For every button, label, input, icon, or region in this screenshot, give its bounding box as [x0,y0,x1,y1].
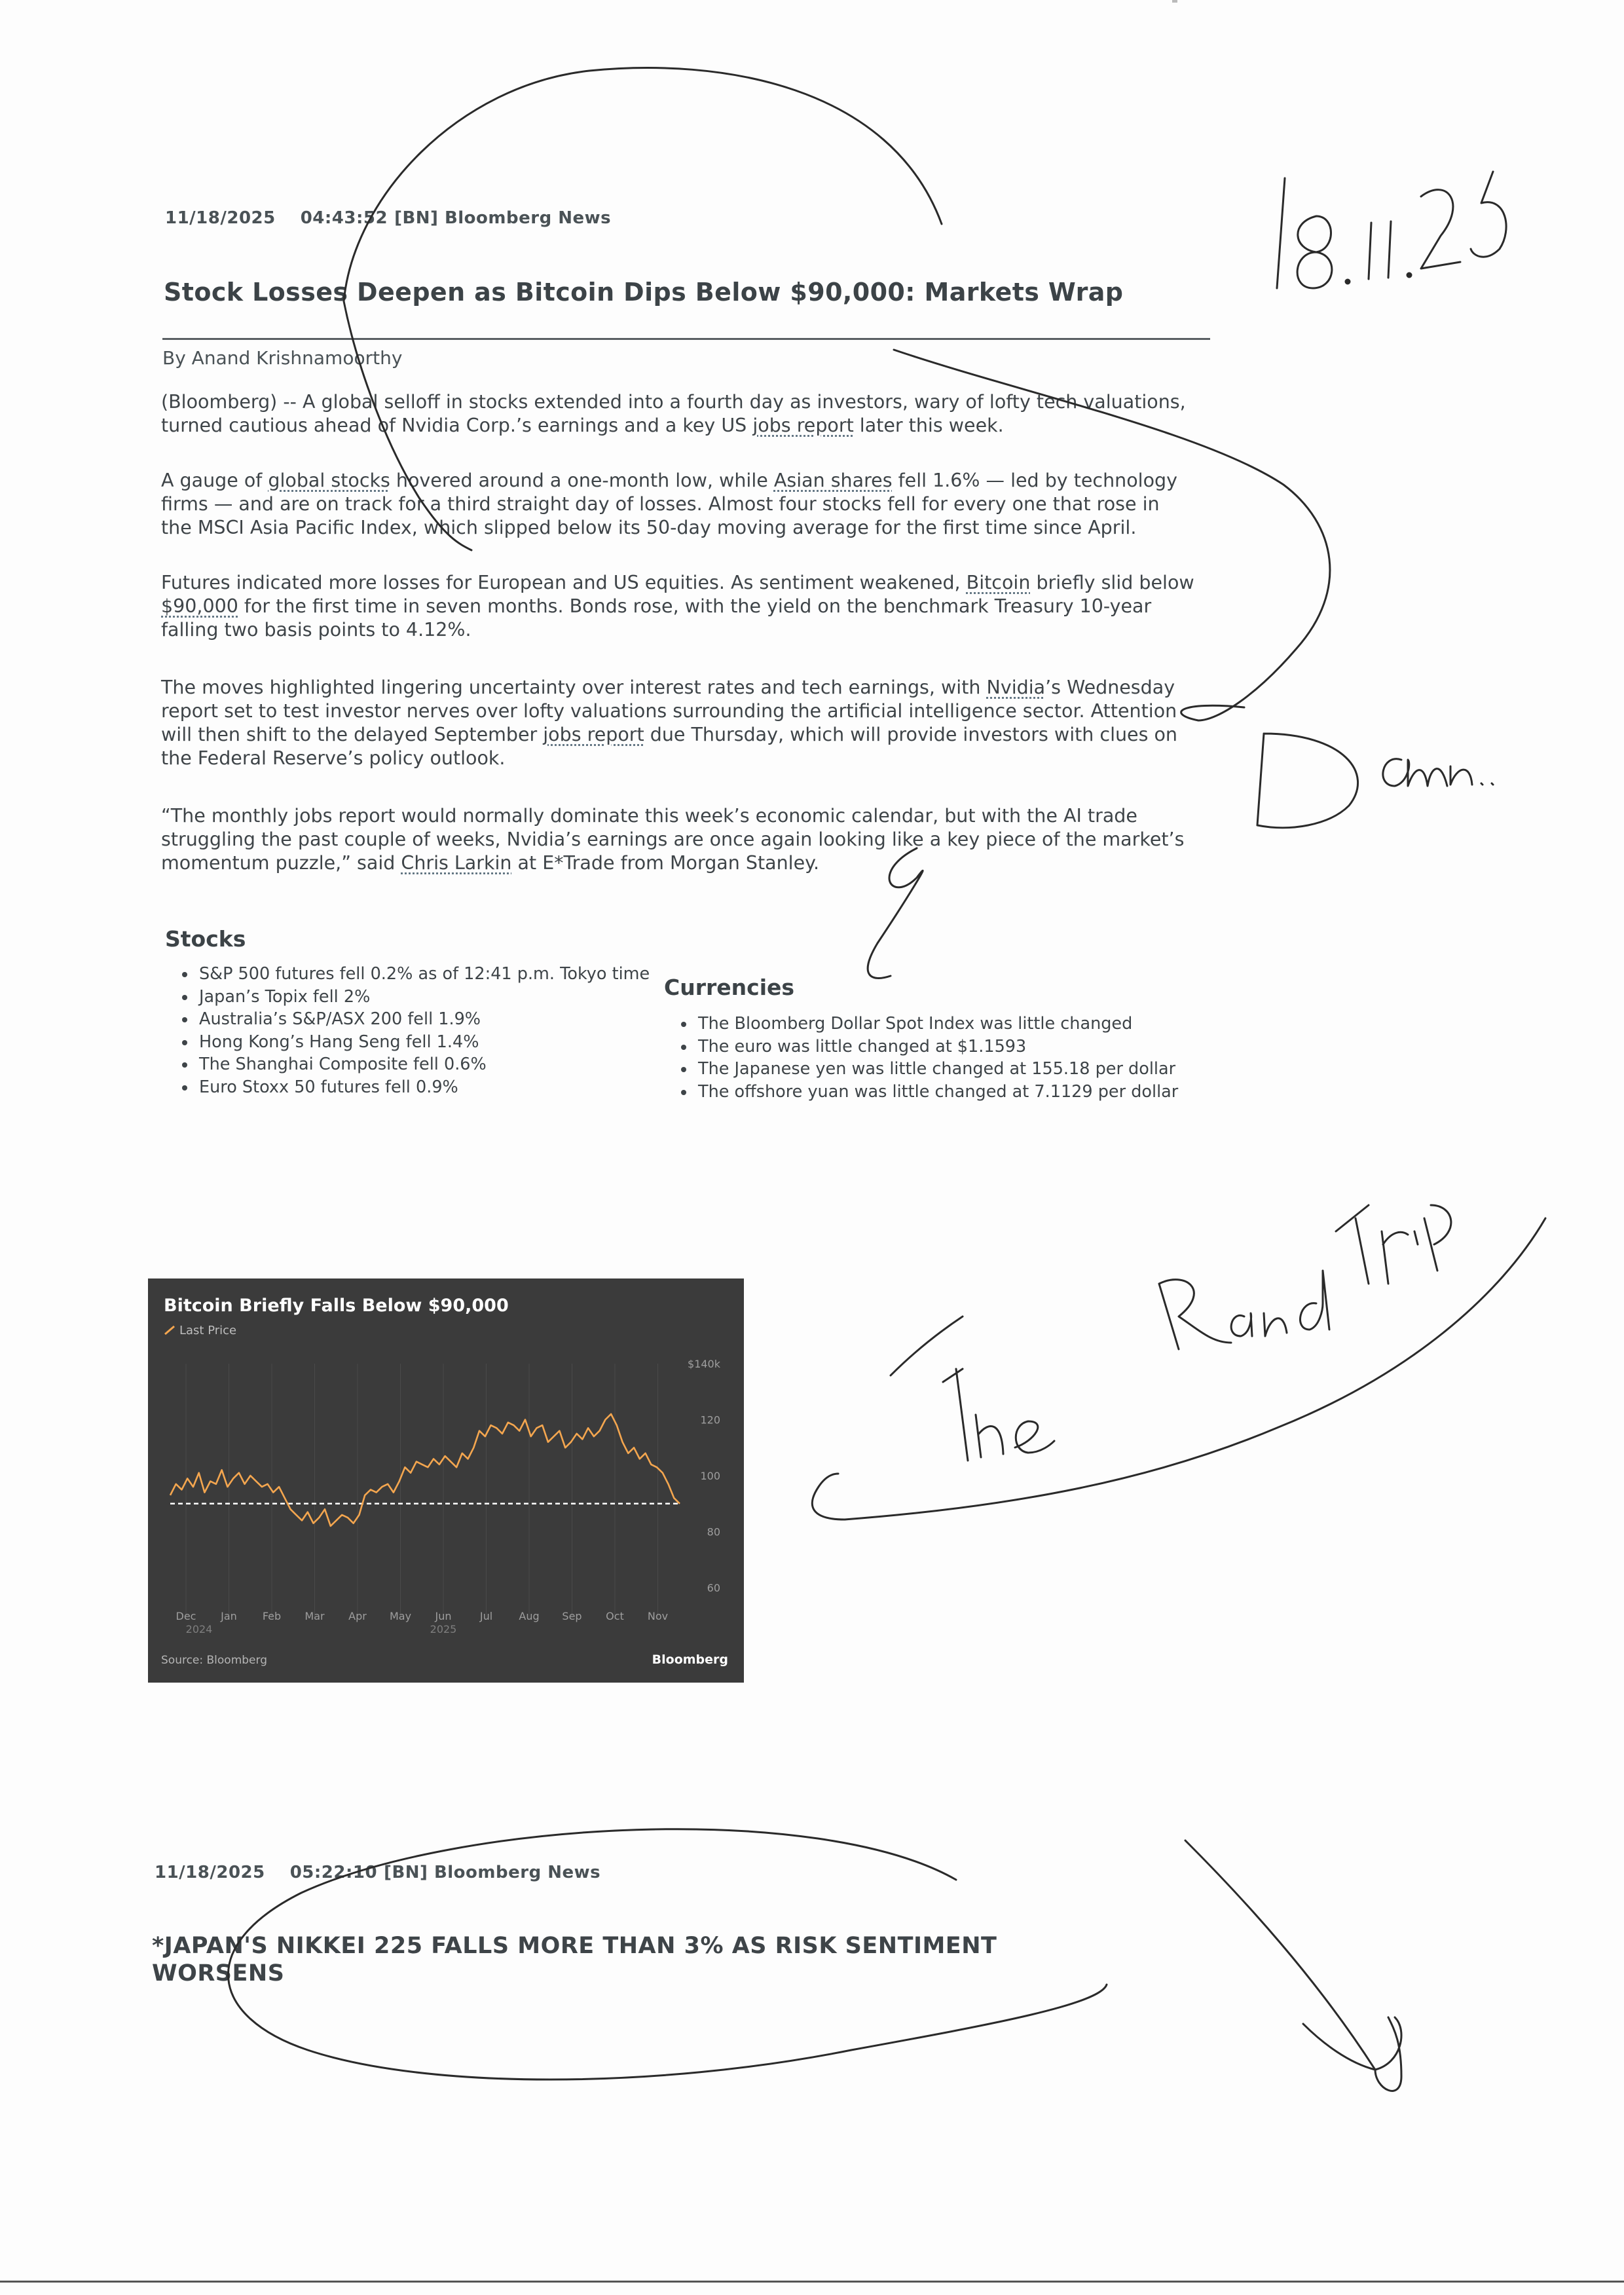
x-tick-label: Aug [519,1610,540,1622]
paragraph-4 [161,676,1196,770]
link-jobs-report-2[interactable]: jobs report [543,724,644,745]
chart-y-ticks [688,1358,721,1594]
p2-text-c: fell 1.6% — led by technology firms — and are on track for a third straight day of losses. Almost four stocks fell for every one that rose in the MSCI Asia Pacific Index, which slipped below its 50-day moving average for the first time since April. [161,470,1177,538]
pen-loop-top [344,68,942,301]
p2-text-a: A gauge of [161,470,268,491]
x-tick-label: Mar [304,1610,325,1622]
pen-dawn-d [1257,734,1358,828]
story2-meta [155,1863,625,1882]
story1-date: 11/18/2025 [165,208,276,228]
pen-dawn-dots [1481,783,1493,785]
list-item: • Australia’s S&P/ASX 200 fell 1.9% [196,1008,694,1031]
pen-check-loop [1375,2017,1401,2091]
pen-date-1c [1388,221,1391,278]
y-tick-label: 100 [700,1470,720,1482]
link-chris-larkin[interactable]: Chris Larkin [401,852,512,874]
pen-rand [1159,1271,1329,1349]
story2-source: [BN] Bloomberg News [384,1863,601,1882]
chart-title: Bitcoin Briefly Falls Below $90,000 [164,1296,509,1316]
pen-date-dot-2 [1407,273,1411,277]
link-90000[interactable]: $90,000 [161,595,238,617]
link-bitcoin[interactable]: Bitcoin [966,572,1031,593]
pen-arrow-head [812,1474,845,1520]
story2-time: 05:22:10 [289,1863,378,1882]
list-item: • The Shanghai Composite fell 0.6% [196,1053,694,1076]
series-line [170,1414,680,1526]
page-edge-mark [1172,0,1177,3]
p3-text-a: Futures indicated more losses for European and US equities. As sentiment weakened, [161,572,967,593]
y-tick-label: 120 [700,1413,720,1427]
p4-text-b: ’s Wednesday report set to test investor nerves over lofty valuations surrounding the artificial intelligence sector. Attention will then shift to the delayed September [161,677,1177,745]
pen-the [943,1369,1054,1461]
link-nvidia[interactable]: Nvidia [986,677,1046,698]
headline-rule [162,338,1210,340]
link-global-stocks[interactable]: global stocks [268,470,390,491]
list-item: • Japan’s Topix fell 2% [196,986,694,1009]
story1-source: [BN] Bloomberg News [394,208,612,228]
link-jobs-report[interactable]: jobs report [752,415,854,436]
x-tick-label: Dec [175,1610,196,1622]
list-item: • The offshore yuan was little changed at 7.1129 per dollar [695,1081,1272,1104]
legend-swatch [165,1326,174,1334]
link-asian-shares[interactable]: Asian shares [773,470,893,491]
paragraph-5 [161,804,1196,875]
x-tick-label: Jun [435,1610,452,1622]
story1-byline: By Anand Krishnamoorthy [162,347,403,369]
list-item: • S&P 500 futures fell 0.2% as of 12:41 p.m. Tokyo time [196,963,694,986]
p5-text-a: “The monthly jobs report would normally dominate this week’s economic calendar, but with the AI trade struggling the past couple of weeks, Nvidia’s earnings are once again looking like a key piece of the market’s momentum puzzle,” said [161,805,1185,874]
chart-svg [148,1278,744,1683]
story2-date: 11/18/2025 [155,1863,265,1882]
p2-text-b: hovered around a one-month low, while [390,470,774,491]
x-tick-label: Apr [348,1610,367,1622]
pen-date-5 [1471,172,1506,257]
p4-text-c: due Thursday, which will provide investors with clues on the Federal Reserve’s policy outlook. [161,724,1177,769]
pen-date-8 [1297,216,1332,288]
pen-check-mark [1185,1840,1401,2070]
currencies-list [660,1013,1272,1103]
y-tick-label: 60 [707,1582,720,1594]
y-tick-label: 80 [707,1525,720,1539]
y-tick-label: $140k [688,1358,720,1370]
paragraph-3 [161,571,1196,642]
list-item: • Hong Kong’s Hang Seng fell 1.4% [196,1031,694,1054]
x-year-label: 2024 [185,1623,213,1635]
pen-arrow-curve [845,1218,1545,1520]
page-edge-bottom [0,2281,1624,2283]
x-tick-label: Oct [606,1610,624,1622]
pen-stray-line [891,1316,963,1375]
x-tick-label: Jul [479,1610,493,1622]
x-tick-label: Feb [262,1610,282,1622]
pen-date-1b [1369,223,1371,279]
x-year-label: 2025 [430,1623,457,1635]
story1-time: 04:43:52 [300,208,388,228]
chart-brand: Bloomberg [652,1652,728,1667]
pen-date-dot-1 [1346,280,1350,284]
p4-text-a: The moves highlighted lingering uncertainty over interest rates and tech earnings, with [161,677,987,698]
paragraph-1 [161,390,1196,438]
list-item: • The Bloomberg Dollar Spot Index was little changed [695,1013,1272,1036]
legend-label: Last Price [179,1324,237,1337]
p3-text-b: briefly slid below [1030,572,1194,593]
x-tick-label: Nov [647,1610,669,1622]
story1-headline: Stock Losses Deepen as Bitcoin Dips Below $90,000: Markets Wrap [164,278,1124,307]
x-tick-label: Jan [221,1610,237,1622]
x-tick-label: Sep [562,1610,582,1622]
p3-text-c: for the first time in seven months. Bonds rose, with the yield on the benchmark Treasury 10-year falling two basis points to 4.12%. [161,595,1152,641]
chart-source: Source: Bloomberg [161,1654,267,1667]
chart-gridlines [186,1364,658,1619]
bitcoin-chart [148,1278,744,1683]
p5-text-b: at E*Trade from Morgan Stanley. [511,852,819,874]
paragraph-2 [161,469,1196,540]
pen-date-2 [1421,190,1460,269]
pen-dawn-awn [1383,759,1472,786]
currencies-heading: Currencies [664,975,795,1000]
list-item: • The euro was little changed at $1.1593 [695,1036,1272,1058]
stocks-heading: Stocks [165,926,246,952]
stocks-list [161,963,694,1098]
pen-date-1 [1277,178,1285,288]
x-tick-label: May [389,1610,412,1622]
list-item: • The Japanese yen was little changed at 155.18 per dollar [695,1058,1272,1081]
chart-x-ticks [176,1610,669,1635]
p1-text-b: later this week. [853,415,1004,436]
p1-text-a: (Bloomberg) -- A global selloff in stocks extended into a fourth day as investors, wary of lofty tech valuations, turned cautious ahead of Nvidia Corp.’s earnings and a key US [161,391,1186,436]
list-item: • Euro Stoxx 50 futures fell 0.9% [196,1076,694,1099]
story2-headline: *JAPAN'S NIKKEI 225 FALLS MORE THAN 3% AS RISK SENTIMENT WORSENS [152,1933,997,1987]
story1-meta [165,208,636,228]
pen-trip [1336,1205,1451,1284]
